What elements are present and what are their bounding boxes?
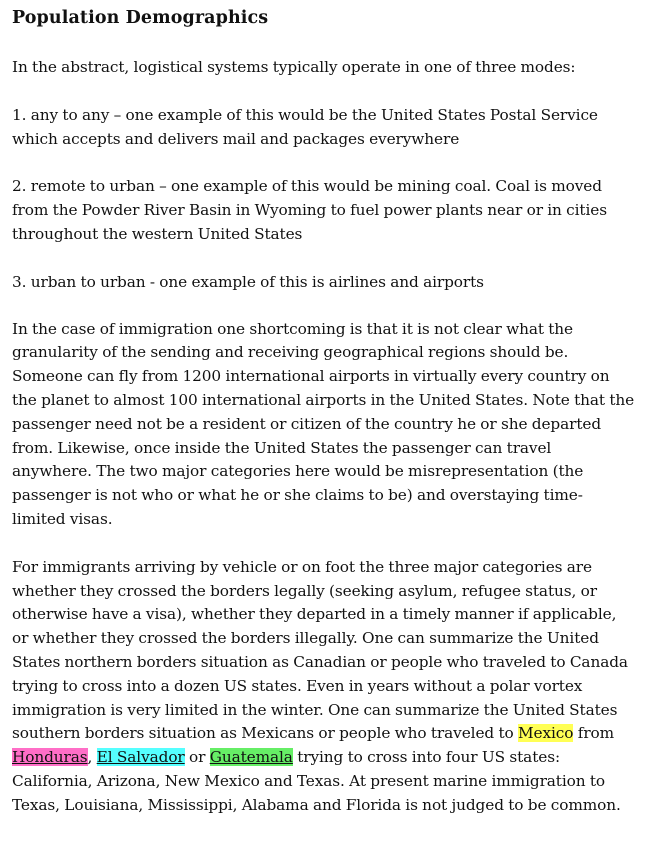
intro-line: In the abstract, logistical systems typically operate in one of three modes: <box>12 58 576 76</box>
mode-2-line: from the Powder River Basin in Wyoming to fuel power plants near or in cities <box>12 201 607 220</box>
immigration-line: limited visas. <box>12 509 113 528</box>
vehicle-line: Texas, Louisiana, Mississippi, Alabama and Florida is not judged to be common. <box>12 795 621 814</box>
mode-1-line: 1. any to any – one example of this would be the United States Postal Service <box>12 105 598 124</box>
vehicle-line-mexico <box>12 722 648 746</box>
immigration-line: from. Likewise, once inside the United States the passenger can travel <box>12 438 552 457</box>
text-segment: southern borders situation as Mexicans or people who traveled to <box>12 724 518 743</box>
mode-3-line: 3. urban to urban - one example of this is airlines and airports <box>12 272 484 291</box>
highlight-honduras: Honduras <box>12 748 88 767</box>
mode-3-paragraph <box>12 271 648 295</box>
mode-2-paragraph <box>12 175 648 246</box>
document-page <box>12 6 648 842</box>
vehicle-line: or whether they crossed the borders illegally. One can summarize the United <box>12 629 599 648</box>
text-segment: trying to cross into four US states: <box>292 748 560 767</box>
page-title: Population Demographics <box>12 8 269 28</box>
immigration-line: granularity of the sending and receiving geographical regions should be. <box>12 343 569 362</box>
vehicle-line: otherwise have a visa), whether they departed in a timely manner if applicable, <box>12 605 617 624</box>
vehicle-line: California, Arizona, New Mexico and Texas. At present marine immigration to <box>12 771 606 790</box>
vehicle-line-countries <box>12 746 648 770</box>
text-segment: , <box>87 748 97 767</box>
vehicle-paragraph <box>12 556 648 818</box>
highlight-el-salvador: El Salvador <box>96 748 185 767</box>
immigration-line: anywhere. The two major categories here would be misrepresentation (the <box>12 462 584 481</box>
immigration-line: the planet to almost 100 international airports in the United States. Note that the <box>12 390 635 409</box>
immigration-line: passenger need not be a resident or citizen of the country he or she departed <box>12 414 602 433</box>
mode-2-line: 2. remote to urban – one example of this would be mining coal. Coal is moved <box>12 177 602 196</box>
vehicle-line: States northern borders situation as Canadian or people who traveled to Canada <box>12 652 628 671</box>
vehicle-line: whether they crossed the borders legally (seeking asylum, refugee status, or <box>12 581 597 600</box>
mode-1-line: which accepts and delivers mail and packages everywhere <box>12 129 460 148</box>
immigration-paragraph <box>12 318 648 532</box>
text-segment: from <box>573 724 615 743</box>
intro-paragraph <box>12 56 648 80</box>
mode-1-paragraph <box>12 104 648 152</box>
immigration-line: Someone can fly from 1200 international airports in virtually every country on <box>12 367 610 386</box>
vehicle-line: For immigrants arriving by vehicle or on foot the three major categories are <box>12 557 592 576</box>
immigration-line: In the case of immigration one shortcoming is that it is not clear what the <box>12 319 574 338</box>
highlight-guatemala: Guatemala <box>209 748 293 767</box>
text-segment: or <box>184 748 210 767</box>
immigration-line: passenger is not who or what he or she claims to be) and overstaying time- <box>12 486 583 505</box>
mode-2-line: throughout the western United States <box>12 224 303 243</box>
vehicle-line: immigration is very limited in the winter. One can summarize the United States <box>12 700 618 719</box>
vehicle-line: trying to cross into a dozen US states. Even in years without a polar vortex <box>12 676 583 695</box>
highlight-mexico: Mexico <box>517 724 574 743</box>
